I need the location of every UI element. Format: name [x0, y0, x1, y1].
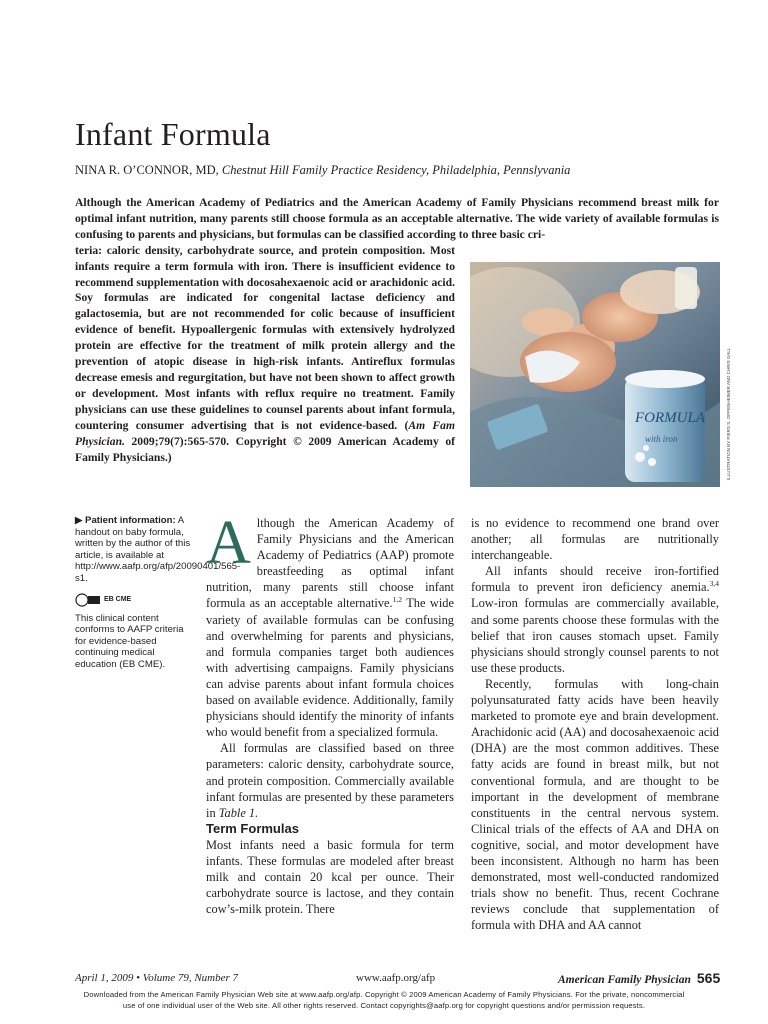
sidebar: [75, 515, 241, 671]
patient-info-text: A handout on baby formula, written by the author of this article, is available at http://www.aafp.org/afp/20090401/565-s1.: [75, 515, 241, 584]
body-column-1: [206, 509, 454, 917]
cme-note: This clinical content conforms to AAFP criteria for evidence-based continuing medical education (EB CME).: [75, 612, 184, 670]
drop-cap: A: [206, 509, 251, 577]
term-formula-paragraph: Most infants need a basic formula for term infants. These formulas are modeled after breast milk and contain 20 kcal per ounce. Their carbohydrate source is lactose, and they contain cow’s-milk protein. There: [206, 837, 454, 917]
section-heading: Term Formulas: [206, 820, 299, 836]
intro-paragraph: Although the American Academy of Family Physicians and the American Academy of Pediatrics (AAP) promote breastfeeding as optimal infant nutrition, many parents still choose infant formula as an acceptable alternative.$^{1,2}$ The wide variety of available formulas can be confusing and overwhelming for parents and physicians, and formula companies target both audiences with advertising campaigns. Family physicians can advise parents about infant formula choices based on available evidence. Additionally, family physicians should identify the minority of infants who would benefit from a specialized formula.: [206, 509, 454, 740]
classification-paragraph: All formulas are classified based on three parameters: caloric density, carbohydrate source, and protein composition. Commercially available infant formulas are presented by these parameters in Table 1.: [206, 741, 454, 820]
can-label: FORMULA: [635, 410, 705, 426]
author-name: NINA R. O’CONNOR, MD,: [75, 163, 219, 177]
byline: [75, 163, 570, 178]
can-sublabel: with iron: [645, 434, 678, 444]
newborn-illustration: [470, 262, 720, 487]
reference-superscript: 1,2: [392, 595, 402, 605]
download-notice-line1: Downloaded from the American Family Physician Web site at www.aafp.org/afp. Copyright © 2009 American Academy of Family Physicians. For the private, noncommercial: [83, 990, 685, 999]
abstract-citation-rest: 2009;79(7):565-570. Copyright © 2009 American Academy of Family Physicians.): [75, 434, 455, 464]
journal-name: American Family Physician: [558, 974, 691, 986]
page-number: 565: [696, 970, 721, 986]
ebcme-icon: [75, 593, 101, 607]
abstract-text-body: teria: caloric density, carbohydrate source, and protein composition. Most infants require a term formula with iron. There is insufficient evidence to recommend supplementation with docosahexaenoic acid or arachidonic acid. Soy formulas are indicated for congenital lactase deficiency and galactosemia, but are not recommended for colic because of insufficient evidence of benefit. Hypoallergenic formulas with extensively hydrolyzed protein are effective for the treatment of milk protein allergy and the prevention of atopic disease in high-risk infants. Antireflux formulas decrease emesis and regurgitation, but have not been shown to affect growth or development. Most infants with reflux require no treatment. Family physicians can use these guidelines to counsel parents about infant formula, countering consumer advertising that is not evidence-based. (: [75, 243, 455, 432]
article-title: Infant Formula: [75, 116, 271, 152]
patient-handout-note: [75, 515, 241, 585]
issue-info: April 1, 2009 • Volume 79, Number 7: [75, 972, 239, 984]
abstract-text-narrow: [75, 243, 455, 466]
journal-url[interactable]: www.aafp.org/afp: [356, 972, 436, 984]
reference-superscript: 3,4: [709, 579, 719, 589]
ebcme-badge: [75, 593, 193, 607]
brand-paragraph: is no evidence to recommend one brand over another; all formulas are nutritionally interchangeable.: [471, 516, 719, 563]
ebcme-label: EB CME: [104, 595, 132, 603]
abstract-citation-journal: Am Fam Physician.: [75, 418, 455, 448]
iron-paragraph: All infants should receive iron-fortified formula to prevent iron deficiency anemia.$^{3,4}$ Low-iron formulas are commercially available, and some parents choose these formulas with the belief that iron causes stomach upset. Family physicians should strongly counsel parents to not use these products.: [471, 564, 719, 675]
journal-page: [558, 970, 720, 986]
patient-info-lead: ▶ Patient information:: [75, 515, 176, 526]
download-notice: [0, 989, 768, 1011]
download-notice-line2: use of one individual user of the Web site. All other rights reserved. Contact copyrights@aafp.org for copyright questions and/or permission requests.: [122, 1001, 646, 1010]
author-affiliation: Chestnut Hill Family Practice Residency, Philadelphia, Pennslyvania: [221, 163, 571, 177]
body-column-2: [471, 515, 719, 933]
fatty-acid-paragraph: Recently, formulas with long-chain polyunsaturated fatty acids have been heavily marketed to promote eye and brain development. Arachidonic acid (AA) and docosahexaenoic acid (DHA) are the most common additives. These fatty acids are found in breast milk, but not conventional formula, and are thought to be important in the development of membrane constituents in the central nervous system. Clinical trials of the effects of AA and DHA on cognitive, social, and motor development have been inconsistent. Although no harm has been demonstrated, most well-conducted randomized trials show no benefit. Thus, recent Cochrane reviews conclude that supplementation of formula with DHA and AA cannot: [471, 676, 719, 933]
abstract-text-wide: Although the American Academy of Pediatrics and the American Academy of Family Physicians recommend breast milk for optimal infant nutrition, many parents still choose formula as an acceptable alternative. The wide variety of available formulas is confusing to parents and physicians, but formulas can be classified according to three basic cri-: [75, 196, 719, 241]
table-reference: Table 1.: [218, 805, 259, 820]
illustration-credit: ILLUSTRATION BY PIERS S. OPPENHEIMER AND CHRIS GALL: [726, 347, 731, 480]
